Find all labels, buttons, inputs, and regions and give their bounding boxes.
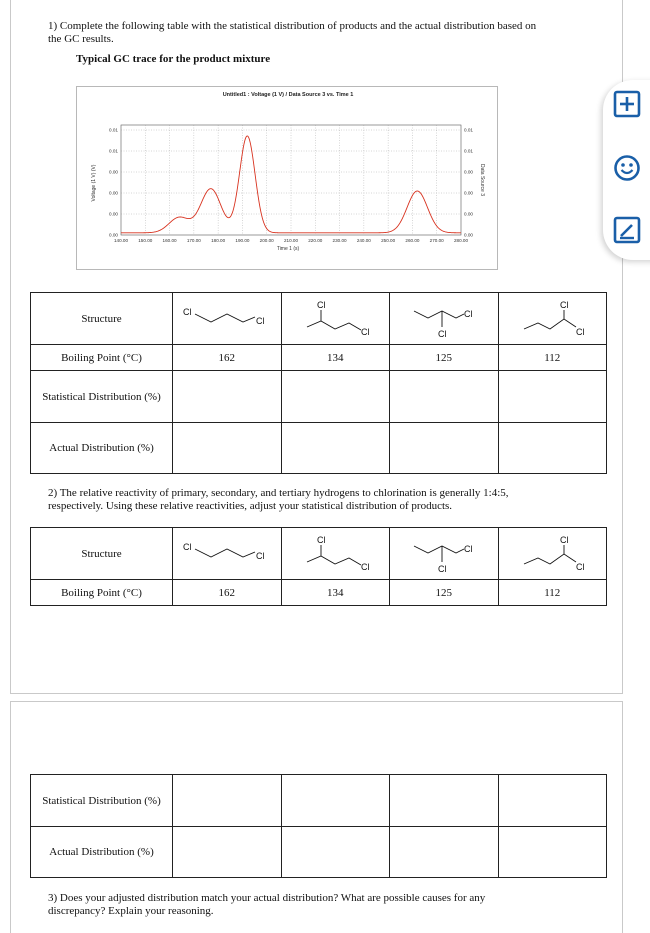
distribution-table-3 (30, 774, 607, 878)
svg-text:Cl: Cl (255, 315, 265, 326)
x-tick-label: 210.00 (283, 238, 299, 243)
edit-box-icon[interactable] (613, 216, 641, 244)
statistical-distribution-label: Statistical Distribution (%) (31, 775, 173, 827)
x-tick-label: 250.00 (381, 238, 396, 243)
actual-cell[interactable] (281, 423, 390, 474)
x-tick-labels (114, 238, 468, 243)
question-2 (48, 487, 603, 513)
boiling-point-value: 134 (281, 345, 390, 371)
boiling-point-value: 134 (281, 580, 390, 606)
chart-title: Untitled1 : Voltage (1 V) / Data Source 3 vs. Time 1 (222, 92, 354, 98)
table-row-actual (31, 827, 607, 878)
question-3-line-1: 3) Does your adjusted distribution match your actual distribution? What are possible causes for any (48, 892, 486, 904)
boiling-point-value: 162 (173, 345, 282, 371)
y-tick-label-left: 0.00 (109, 232, 118, 238)
x-tick-label: 200.00 (259, 238, 274, 243)
actual-cell[interactable] (498, 423, 607, 474)
table-row-statistical (31, 775, 607, 827)
structure-1-chloro-2-methylbutane (281, 528, 390, 580)
svg-text:Cl: Cl (463, 308, 473, 319)
x-tick-label: 160.00 (162, 238, 177, 243)
floating-toolbar (603, 80, 650, 260)
statistical-cell[interactable] (498, 371, 607, 423)
svg-text:Cl: Cl (255, 550, 265, 561)
table-row-statistical (31, 371, 607, 423)
x-tick-label: 170.00 (186, 238, 201, 243)
statistical-cell[interactable] (173, 775, 282, 827)
svg-text:Cl: Cl (437, 563, 447, 574)
statistical-cell[interactable] (390, 775, 499, 827)
question-1 (48, 20, 603, 46)
boiling-point-value: 162 (173, 580, 282, 606)
y-tick-label-left: 0.00 (109, 169, 118, 175)
y2-axis-label: Data Source 3 (479, 164, 485, 196)
actual-cell[interactable] (281, 827, 390, 878)
x-tick-label: 230.00 (332, 238, 347, 243)
x-tick-label: 220.00 (308, 238, 323, 243)
y-tick-label-left: 0.01 (109, 127, 118, 133)
y-tick-labels-left (109, 128, 118, 238)
y-tick-label-right: 0.00 (464, 169, 473, 175)
actual-distribution-label: Actual Distribution (%) (31, 423, 173, 474)
structure-1-chlorobutane (173, 293, 282, 345)
statistical-cell[interactable] (498, 775, 607, 827)
question-1-line-2: the GC results. (48, 33, 114, 45)
statistical-distribution-label: Statistical Distribution (%) (31, 371, 173, 423)
svg-text:Cl: Cl (182, 541, 192, 552)
x-tick-label: 190.00 (235, 238, 250, 243)
boiling-point-label: Boiling Point (°C) (31, 345, 173, 371)
structure-label: Structure (31, 293, 173, 345)
x-tick-label: 280.00 (453, 238, 469, 243)
statistical-cell[interactable] (281, 775, 390, 827)
x-tick-label: 150.00 (138, 238, 153, 243)
actual-distribution-label: Actual Distribution (%) (31, 827, 173, 878)
question-1-line-1: 1) Complete the following table with the statistical distribution of products and the actual distribution based on (48, 20, 537, 32)
y-tick-label-left: 0.00 (109, 190, 118, 196)
x-axis-label: Time 1 (s) (276, 246, 300, 252)
y-tick-label-right: 0.00 (464, 190, 473, 196)
svg-text:Cl: Cl (576, 561, 585, 572)
x-tick-label: 140.00 (113, 238, 129, 243)
y-tick-label-right: 0.00 (464, 211, 473, 217)
table-row-boiling-point (31, 345, 607, 371)
svg-text:Cl: Cl (182, 306, 192, 317)
question-3 (48, 892, 603, 918)
smiley-icon[interactable] (613, 154, 641, 182)
boiling-point-value: 112 (498, 580, 607, 606)
y-tick-label-right: 0.01 (464, 127, 473, 133)
structure-1-chloro-3-methylbutane (498, 293, 607, 345)
grid-lines (121, 125, 461, 235)
svg-text:Cl: Cl (560, 299, 569, 310)
svg-text:Cl: Cl (317, 299, 326, 310)
structure-label: Structure (31, 528, 173, 580)
actual-cell[interactable] (173, 827, 282, 878)
structure-2-chloro-3-methylbutane (390, 528, 499, 580)
plus-box-icon[interactable] (613, 90, 641, 118)
y-tick-label-left: 0.01 (109, 148, 118, 154)
actual-cell[interactable] (498, 827, 607, 878)
y-tick-labels-right (464, 128, 473, 238)
boiling-point-value: 125 (390, 345, 499, 371)
statistical-cell[interactable] (390, 371, 499, 423)
actual-cell[interactable] (390, 827, 499, 878)
svg-text:Cl: Cl (576, 326, 585, 337)
svg-text:Cl: Cl (437, 328, 447, 339)
table-row-actual (31, 423, 607, 474)
gc-trace-chart (76, 86, 498, 270)
distribution-table-1 (30, 292, 607, 474)
svg-text:Cl: Cl (361, 561, 370, 572)
x-tick-label: 240.00 (356, 238, 371, 243)
boiling-point-label: Boiling Point (°C) (31, 580, 173, 606)
y-tick-label-right: 0.00 (464, 232, 473, 238)
table-row-structure (31, 528, 607, 580)
question-2-line-1: 2) The relative reactivity of primary, secondary, and tertiary hydrogens to chlorination is generally 1:4:5, (48, 487, 509, 499)
gc-trace-heading: Typical GC trace for the product mixture (76, 53, 271, 65)
structure-1-chloro-3-methylbutane (498, 528, 607, 580)
x-tick-label: 180.00 (211, 238, 226, 243)
y-tick-label-right: 0.01 (464, 148, 473, 154)
structure-1-chloro-2-methylbutane (281, 293, 390, 345)
svg-text:Cl: Cl (560, 534, 569, 545)
svg-text:Cl: Cl (361, 326, 370, 337)
gc-trace-svg (77, 87, 499, 271)
statistical-cell[interactable] (281, 371, 390, 423)
question-3-line-2: discrepancy? Explain your reasoning. (48, 905, 214, 917)
boiling-point-value: 112 (498, 345, 607, 371)
x-tick-label: 260.00 (405, 238, 420, 243)
actual-cell[interactable] (173, 423, 282, 474)
question-2-line-2: respectively. Using these relative reactivities, adjust your statistical distribution of products. (48, 500, 453, 512)
table-row-structure (31, 293, 607, 345)
y-axis-label: Voltage (1 V) (V) (91, 164, 97, 202)
y-tick-label-left: 0.00 (109, 211, 118, 217)
svg-text:Cl: Cl (463, 543, 473, 554)
actual-cell[interactable] (390, 423, 499, 474)
structure-1-chlorobutane (173, 528, 282, 580)
x-tick-label: 270.00 (429, 238, 444, 243)
boiling-point-value: 125 (390, 580, 499, 606)
statistical-cell[interactable] (173, 371, 282, 423)
structure-2-chloro-3-methylbutane (390, 293, 499, 345)
svg-text:Cl: Cl (317, 534, 326, 545)
structure-table-2 (30, 527, 607, 606)
table-row-boiling-point (31, 580, 607, 606)
